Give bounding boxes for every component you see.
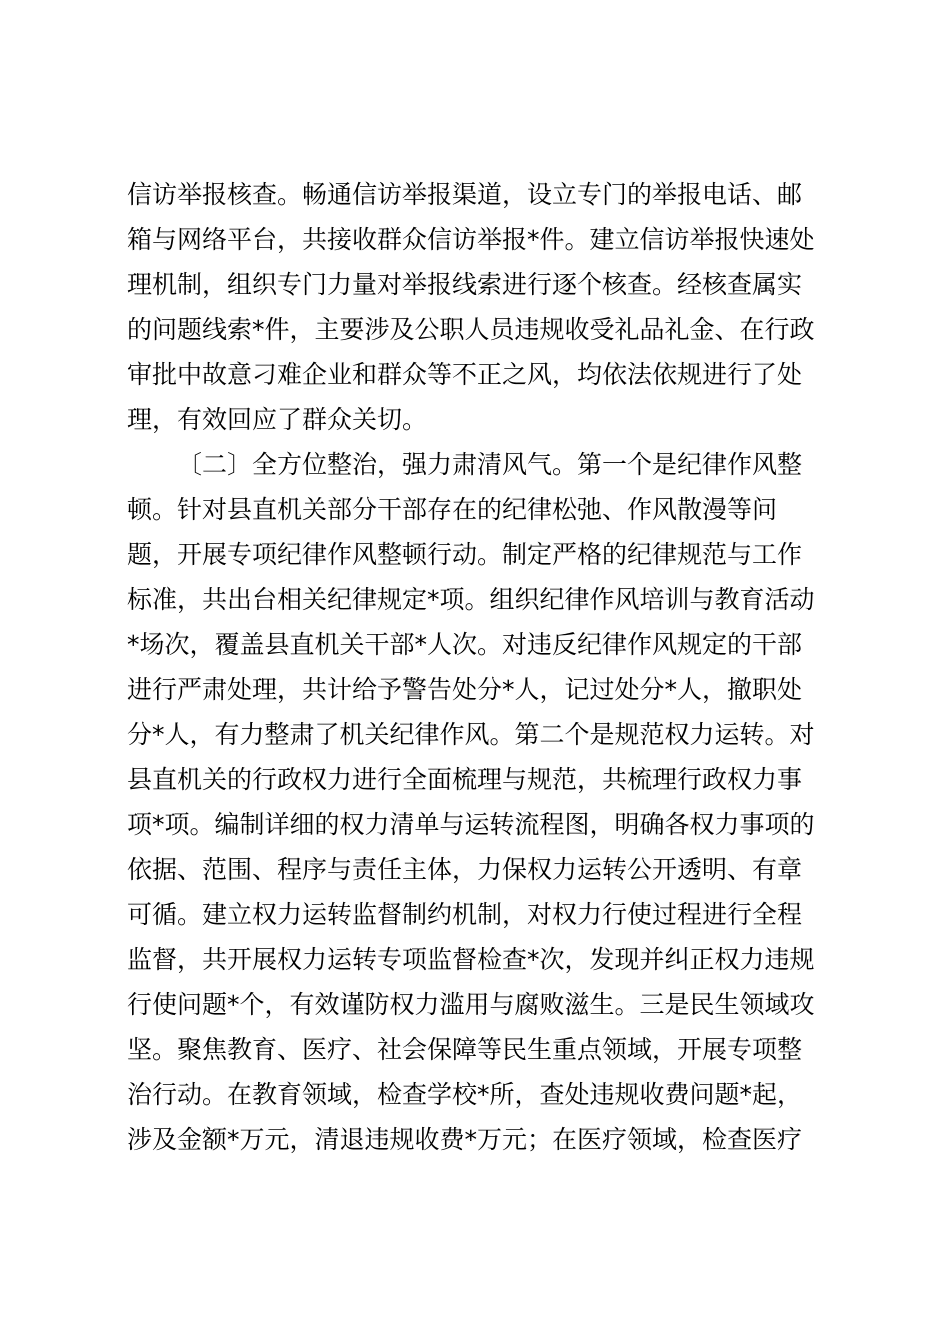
text-line: 题，开展专项纪律作风整顿行动。制定严格的纪律规范与工作 <box>127 540 803 569</box>
text-line: 行使问题*个，有效谨防权力滥用与腐败滋生。三是民生领域攻 <box>127 990 815 1019</box>
text-line: 理，有效回应了群众关切。 <box>127 405 428 434</box>
text-line: 的问题线索*件，主要涉及公职人员违规收受礼品礼金、在行政 <box>127 315 815 344</box>
text-line: 审批中故意刁难企业和群众等不正之风，均依法依规进行了处 <box>127 360 803 389</box>
text-line: 监督，共开展权力运转专项监督检查*次，发现并纠正权力违规 <box>127 945 815 974</box>
text-line: 县直机关的行政权力进行全面梳理与规范，共梳理行政权力事 <box>127 765 803 794</box>
text-line: 理机制，组织专门力量对举报线索进行逐个核查。经核查属实 <box>127 270 803 299</box>
text-line: 项*项。编制详细的权力清单与运转流程图，明确各权力事项的 <box>127 810 815 839</box>
text-line: 顿。针对县直机关部分干部存在的纪律松弛、作风散漫等问 <box>127 495 778 524</box>
text-line: 箱与网络平台，共接收群众信访举报*件。建立信访举报快速处 <box>127 225 815 254</box>
text-line: 标准，共出台相关纪律规定*项。组织纪律作风培训与教育活动 <box>127 585 815 614</box>
text-line: 信访举报核查。畅通信访举报渠道，设立专门的举报电话、邮 <box>127 180 803 209</box>
text-line: 治行动。在教育领域，检查学校*所，查处违规收费问题*起， <box>127 1080 803 1109</box>
text-line: 可循。建立权力运转监督制约机制，对权力行使过程进行全程 <box>127 900 803 929</box>
text-line: 依据、范围、程序与责任主体，力保权力运转公开透明、有章 <box>127 855 803 884</box>
text-line: 分*人，有力整肃了机关纪律作风。第二个是规范权力运转。对 <box>127 720 815 749</box>
text-line: 涉及金额*万元，清退违规收费*万元；在医疗领域，检查医疗 <box>127 1125 803 1154</box>
text-line: 进行严肃处理，共计给予警告处分*人，记过处分*人，撤职处 <box>127 675 803 704</box>
text-line: 坚。聚焦教育、医疗、社会保障等民生重点领域，开展专项整 <box>127 1035 803 1064</box>
text-line: 〔二〕全方位整治，强力肃清风气。第一个是纪律作风整 <box>177 450 803 479</box>
text-line: *场次，覆盖县直机关干部*人次。对违反纪律作风规定的干部 <box>127 630 803 659</box>
